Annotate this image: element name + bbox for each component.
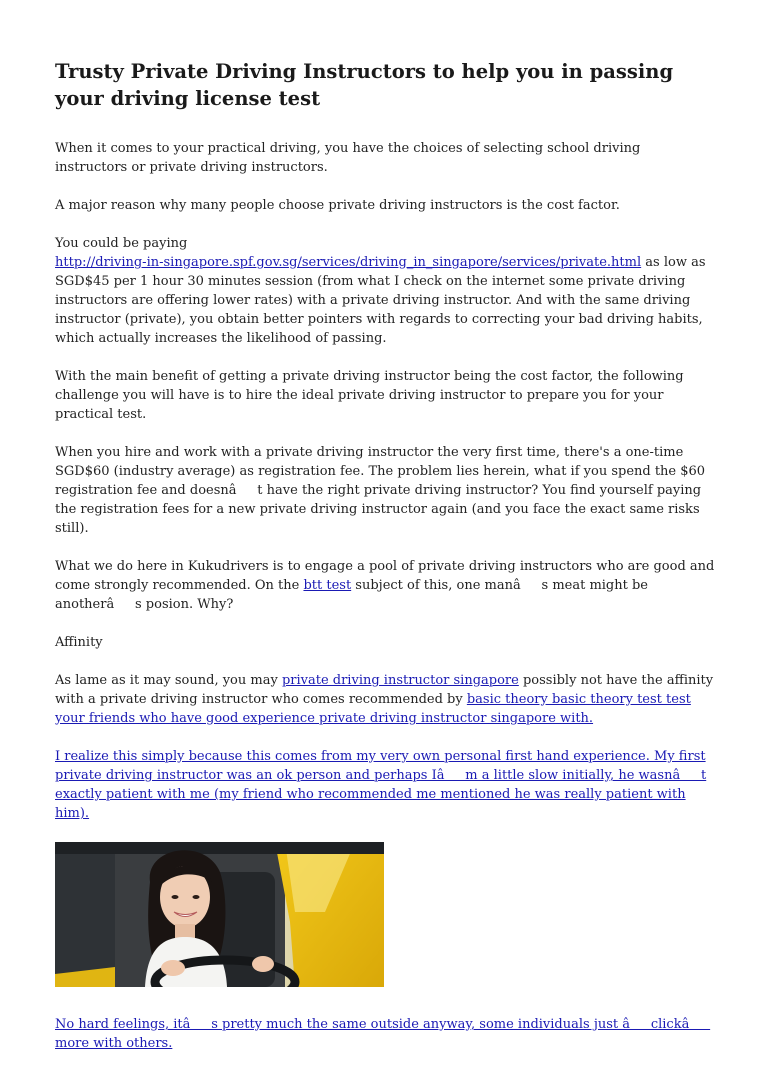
paragraph-challenge: With the main benefit of getting a private driving instructor being the cost factor, the following challenge you will have is to hire the ideal private driving instructor to prepare you for your practical test. [55, 369, 684, 422]
paragraph-experience [55, 747, 715, 823]
no-hard-feelings-link[interactable]: No hard feelings, itâs pretty much the same outside anyway, some individuals just âclickâ more with others. [55, 1017, 711, 1051]
paragraph-kukudrivers [55, 557, 715, 614]
basic-theory-test-link[interactable]: basic theory basic theory test test your friends who have good experience private driving instructor singapore with. [55, 692, 691, 726]
driver-photo-illustration [55, 842, 384, 987]
pricing-tail: as low as SGD$45 per 1 hour 30 minutes session (from what I check on the internet some private driving instructors are offering lower rates) with a private driving instructor. And with the same driving instructor (private), you obtain better pointers with regards to correcting your bad driving habits, which actually increases the likelihood of passing. [55, 255, 706, 346]
pricing-lead: You could be paying [55, 236, 188, 251]
btt-test-link[interactable]: btt test [303, 578, 352, 593]
paragraph-cost-factor: A major reason why many people choose private driving instructors is the cost factor. [55, 198, 620, 213]
paragraph-pricing [55, 234, 715, 348]
spf-private-driving-link[interactable]: http://driving-in-singapore.spf.gov.sg/services/driving_in_singapore/services/private.html [55, 255, 642, 270]
paragraph-affinity [55, 671, 715, 728]
paragraph-intro: When it comes to your practical driving, you have the choices of selecting school driving instructors or private driving instructors. [55, 141, 641, 175]
affinity-mid: possibly not have the affinity with a private driving instructor who comes recommended by [55, 673, 714, 707]
kukudrivers-post: subject of this, one manâs meat might be anotherâs posion. Why? [55, 578, 648, 612]
driver-photo [55, 842, 384, 987]
experience-link[interactable]: I realize this simply because this comes from my very own personal first hand experience. My first private driving instructor was an ok person and perhaps Iâm a little slow initially, he wasnât exactly patient with me (my friend who recommended me mentioned he was really patient with him). [55, 749, 707, 821]
paragraph-no-hard-feelings [55, 1015, 715, 1053]
article-body [55, 58, 715, 1072]
affinity-pre: As lame as it may sound, you may [55, 673, 282, 688]
paragraph-registration-fee: When you hire and work with a private driving instructor the very first time, there's a one-time SGD$60 (industry average) as registration fee. The problem lies herein, what if you spend the $60 registration fee and doesnât have the right private driving instructor? You find yourself paying the registration fees for a new private driving instructor again (and you face the exact same risks still). [55, 445, 706, 536]
kukudrivers-pre: What we do here in Kukudrivers is to engage a pool of private driving instructors who are good and come strongly recommended. On the [55, 559, 715, 593]
heading-affinity: Affinity [55, 635, 103, 650]
page-title: Trusty Private Driving Instructors to help you in passing your driving license test [55, 60, 674, 110]
private-instructor-singapore-link[interactable]: private driving instructor singapore [281, 673, 519, 688]
